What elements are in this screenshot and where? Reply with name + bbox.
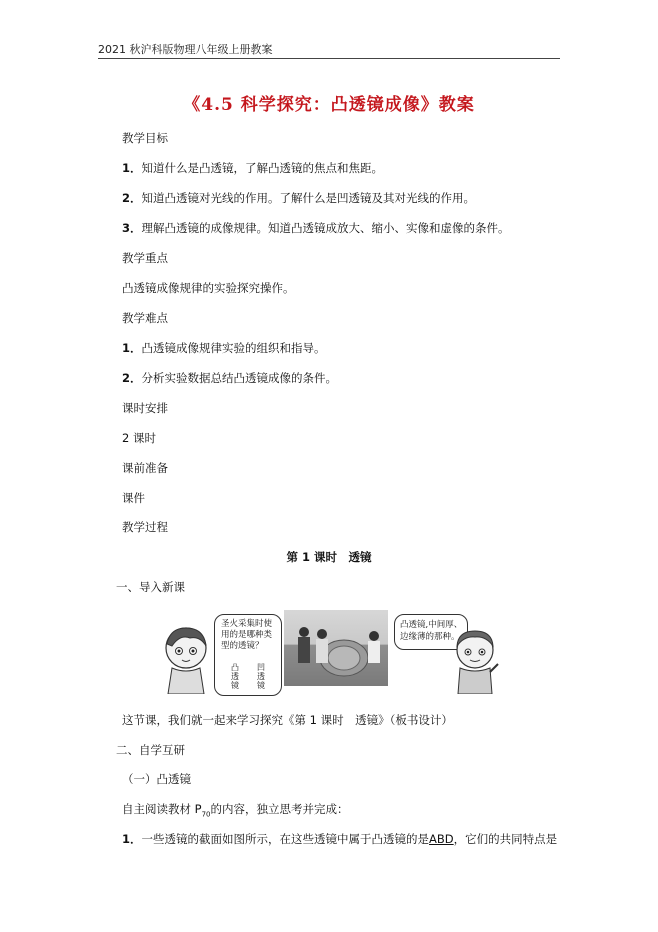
question-1	[122, 831, 557, 847]
difficulty-1-text: 凸透镜成像规律实验的组织和指导。	[141, 341, 326, 355]
page-header: 2021 秋沪科版物理八年级上册教案	[98, 43, 273, 56]
difficulty-2-text: 分析实验数据总结凸透镜成像的条件。	[141, 371, 338, 385]
goal-2-number: 2．	[122, 191, 142, 205]
question-1-number: 1．	[122, 832, 142, 846]
difficulty-2-number: 2．	[122, 371, 142, 385]
schedule-text: 2 课时	[122, 431, 156, 445]
process-heading: 教学过程	[122, 520, 168, 534]
goal-2-text: 知道凸透镜对光线的作用。了解什么是凹透镜及其对光线的作用。	[141, 191, 476, 205]
intro-text: 这节课，我们就一起来学习探究《第 1 课时 透镜》（板书设计）	[122, 713, 453, 727]
photo-people-icon	[284, 610, 388, 686]
boy-answer: 凸透镜,中间厚、边缘薄的那种。	[400, 620, 463, 642]
torch-lighting-photo	[284, 610, 388, 686]
reading-instruction	[122, 801, 349, 818]
intro-illustration	[160, 606, 500, 698]
convex-option: 凸透镜	[231, 663, 239, 690]
self-study-heading: 二、自学互研	[116, 743, 185, 757]
prep-text: 课件	[122, 491, 145, 505]
key-heading: 教学重点	[122, 251, 168, 265]
difficulty-1-number: 1．	[122, 341, 142, 355]
goals-heading: 教学目标	[122, 131, 168, 145]
goal-1-text: 知道什么是凸透镜，了解凸透镜的焦点和焦距。	[141, 161, 384, 175]
lesson-title: 第 1 课时 透镜	[286, 550, 372, 564]
goal-3	[122, 220, 510, 236]
document-title: 《4.5 科学探究：凸透镜成像》教案	[183, 95, 475, 115]
goal-2	[122, 190, 475, 206]
concave-option: 凹透镜	[257, 663, 265, 690]
intro-heading: 一、导入新课	[116, 580, 185, 594]
header-divider	[98, 58, 560, 59]
difficulty-1	[122, 340, 326, 356]
girl-cartoon-icon	[160, 624, 212, 694]
goal-3-number: 3．	[122, 221, 142, 235]
difficulty-heading: 教学难点	[122, 311, 168, 325]
difficulty-2	[122, 370, 337, 386]
goal-3-text: 理解凸透镜的成像规律。知道凸透镜成放大、缩小、实像和虚像的条件。	[141, 221, 510, 235]
goal-1-number: 1．	[122, 161, 142, 175]
boy-cartoon-icon	[450, 628, 500, 694]
reading-suffix: 的内容，独立思考并完成：	[210, 802, 349, 816]
prep-heading: 课前准备	[122, 461, 168, 475]
question-1-suffix: ，它们的共同特点是	[453, 832, 558, 846]
question-bubble	[214, 614, 282, 696]
convex-subheading: （一）凸透镜	[122, 772, 191, 786]
reading-page: 70	[201, 810, 211, 819]
schedule-heading: 课时安排	[122, 401, 168, 415]
girl-question: 圣火采集时使用的是哪种类型的透镜？	[221, 619, 273, 651]
reading-prefix: 自主阅读教材 P	[122, 802, 202, 816]
goal-1	[122, 160, 383, 176]
key-text: 凸透镜成像规律的实验探究操作。	[122, 281, 295, 295]
question-1-prefix: 一些透镜的截面如图所示，在这些透镜中属于凸透镜的是	[141, 832, 430, 846]
question-1-answer: ABD	[429, 832, 454, 846]
